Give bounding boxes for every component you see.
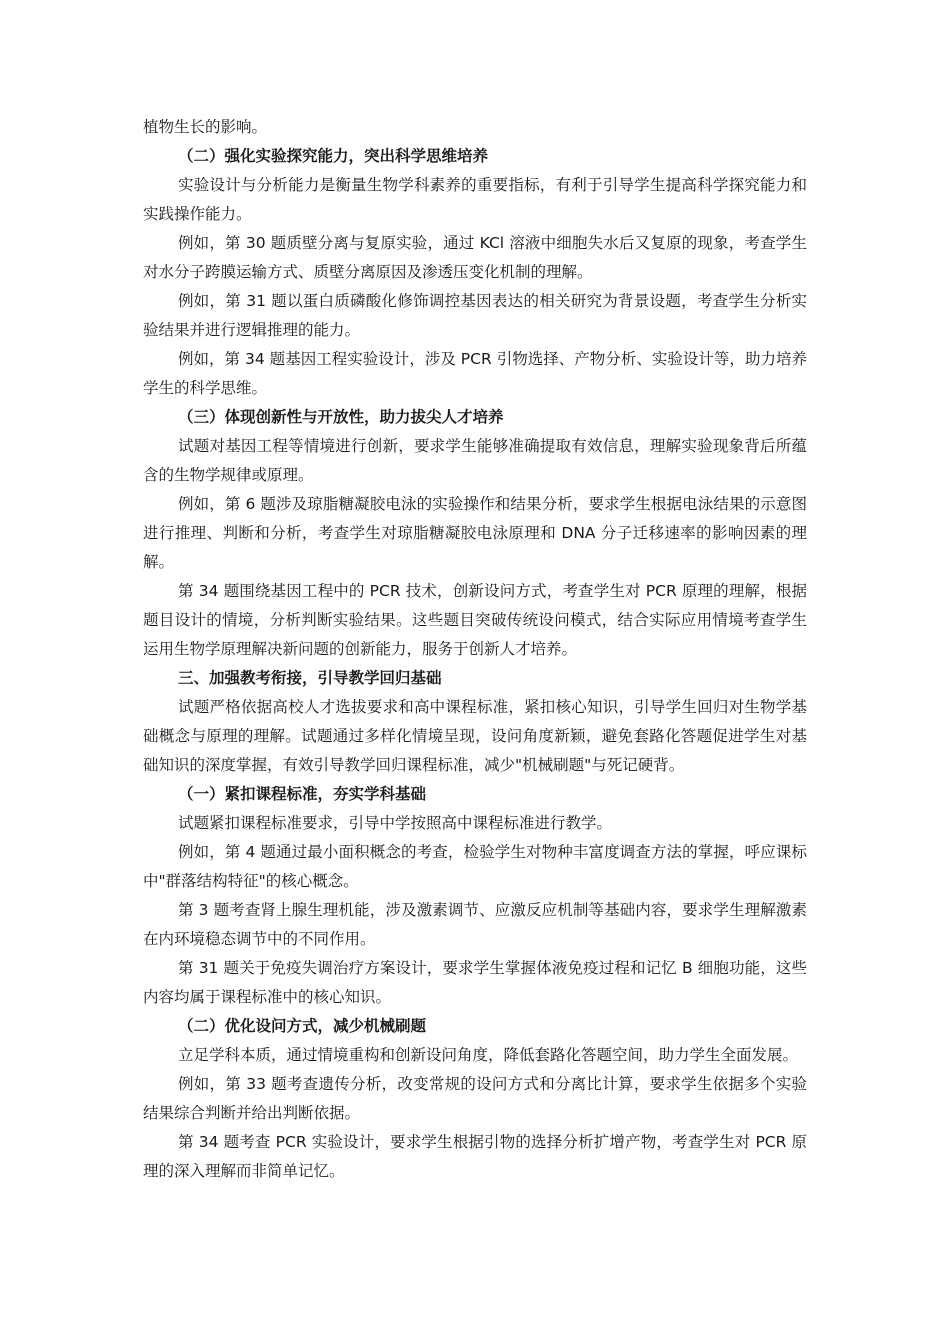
section-heading: （一）紧扣课程标准，夯实学科基础	[178, 785, 427, 803]
paragraph: 第 34 题考查 PCR 实验设计，要求学生根据引物的选择分析扩增产物，考查学生对 PCR 原理的深入理解而非简单记忆。	[143, 1133, 807, 1180]
paragraph: 例如，第 34 题基因工程实验设计，涉及 PCR 引物选择、产物分析、实验设计等，助力培养学生的科学思维。	[143, 350, 807, 397]
paragraph: 例如，第 33 题考查遗传分析，改变常规的设问方式和分离比计算，要求学生依据多个实验结果综合判断并给出判断依据。	[143, 1075, 807, 1122]
paragraph-continuation: 植物生长的影响。	[143, 118, 268, 136]
paragraph: 例如，第 4 题通过最小面积概念的考查，检验学生对物种丰富度调查方法的掌握，呼应课标中"群落结构特征"的核心概念。	[143, 843, 807, 890]
section-heading: 三、加强教考衔接，引导教学回归基础	[178, 669, 442, 687]
section-heading: （二）优化设问方式，减少机械刷题	[178, 1017, 427, 1035]
paragraph: 试题严格依据高校人才选拔要求和高中课程标准，紧扣核心知识，引导学生回归对生物学基础概念与原理的理解。试题通过多样化情境呈现，设问角度新颖，避免套路化答题促进学生对基础知识的深度掌握，有效引导教学回归课程标准，减少"机械刷题"与死记硬背。	[143, 698, 807, 774]
paragraph: 实验设计与分析能力是衡量生物学科素养的重要指标，有利于引导学生提高科学探究能力和实践操作能力。	[143, 176, 807, 223]
paragraph: 例如，第 6 题涉及琼脂糖凝胶电泳的实验操作和结果分析，要求学生根据电泳结果的示意图进行推理、判断和分析，考查学生对琼脂糖凝胶电泳原理和 DNA 分子迁移速率的影响因素的理解。	[143, 495, 807, 571]
paragraph: 例如，第 31 题以蛋白质磷酸化修饰调控基因表达的相关研究为背景设题，考查学生分析实验结果并进行逻辑推理的能力。	[143, 292, 807, 339]
section-heading: （二）强化实验探究能力，突出科学思维培养	[178, 147, 489, 165]
paragraph: 立足学科本质，通过情境重构和创新设问角度，降低套路化答题空间，助力学生全面发展。	[178, 1046, 799, 1064]
paragraph: 试题紧扣课程标准要求，引导中学按照高中课程标准进行教学。	[178, 814, 613, 832]
paragraph: 试题对基因工程等情境进行创新，要求学生能够准确提取有效信息，理解实验现象背后所蕴含的生物学规律或原理。	[143, 437, 807, 484]
section-heading: （三）体现创新性与开放性，助力拔尖人才培养	[178, 408, 504, 426]
paragraph: 第 3 题考查肾上腺生理机能，涉及激素调节、应激反应机制等基础内容，要求学生理解激素在内环境稳态调节中的不同作用。	[143, 901, 807, 948]
paragraph: 例如，第 30 题质壁分离与复原实验，通过 KCl 溶液中细胞失水后又复原的现象，考查学生对水分子跨膜运输方式、质壁分离原因及渗透压变化机制的理解。	[143, 234, 807, 281]
paragraph: 第 31 题关于免疫失调治疗方案设计，要求学生掌握体液免疫过程和记忆 B 细胞功能，这些内容均属于课程标准中的核心知识。	[143, 959, 807, 1006]
paragraph: 第 34 题围绕基因工程中的 PCR 技术，创新设问方式，考查学生对 PCR 原理的理解，根据题目设计的情境，分析判断实验结果。这些题目突破传统设问模式，结合实际应用情境考查学生运用生物学原理解决新问题的创新能力，服务于创新人才培养。	[143, 582, 807, 658]
document-body	[143, 113, 807, 1186]
